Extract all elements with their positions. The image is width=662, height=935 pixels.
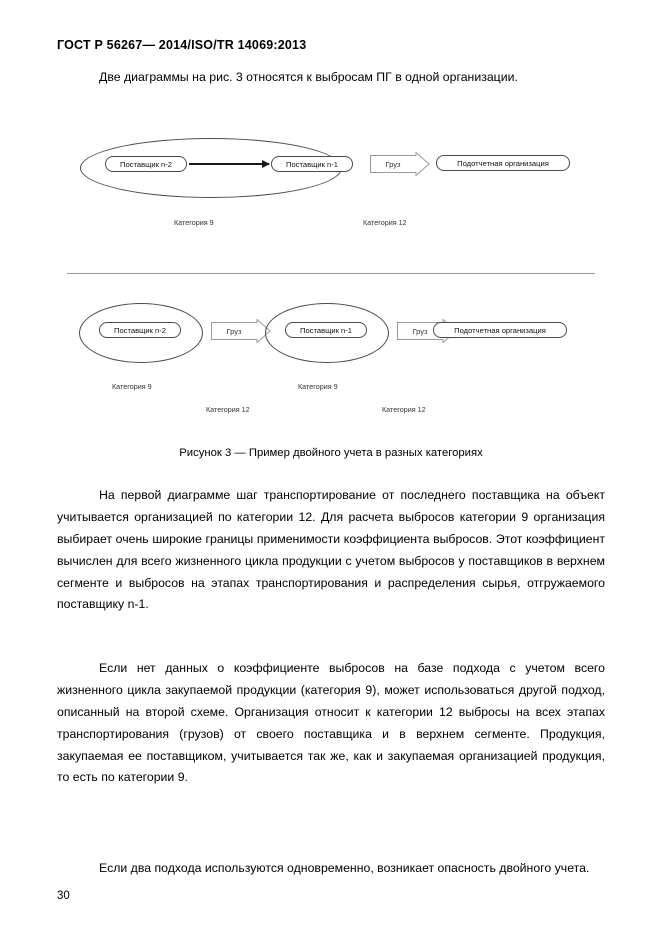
diagram1-node-organization: Подотчетная организация: [436, 155, 570, 171]
diagram1-node-supplier-n1: Поставщик n-1: [271, 156, 353, 172]
diagram2-label-category-9-left: Категория 9: [112, 382, 152, 391]
body-paragraph-3: Если два подхода используются одновременно, возникает опасность двойного учета.: [99, 861, 590, 875]
diagram1-freight-label: Груз: [385, 159, 401, 169]
diagram2-node-supplier-n2: Поставщик n-2: [99, 322, 181, 338]
diagram1-node-supplier-n2: Поставщик n-2: [105, 156, 187, 172]
figure-3: [57, 120, 605, 450]
diagram2-node-organization: Подотчетная организация: [433, 322, 567, 338]
page-header: ГОСТ Р 56267— 2014/ISO/TR 14069:2013: [57, 38, 307, 52]
diagram2-node-supplier-n1: Поставщик n-1: [285, 322, 367, 338]
figure-divider: [67, 273, 595, 274]
diagram2-freight-label-1: Груз: [226, 326, 242, 336]
intro-paragraph: Две диаграммы на рис. 3 относятся к выбросам ПГ в одной организации.: [99, 70, 518, 84]
diagram2-label-category-12-a: Категория 12: [206, 405, 250, 414]
diagram1-freight-arrow: [370, 152, 430, 176]
diagram1-label-category-12: Категория 12: [363, 218, 407, 227]
diagram1-label-category-9: Категория 9: [174, 218, 214, 227]
diagram2-freight-arrow-1: [211, 319, 271, 343]
diagram2-freight-label-2: Груз: [412, 326, 428, 336]
diagram1-arrow-supplier-to-supplier: [189, 163, 269, 165]
body-paragraph-1: На первой диаграмме шаг транспортирование от последнего поставщика на объект учитывается организацией по категории 12. Для расчета выбросов категории 9 организация выбирает очень широкие границы применимости коэффициента выбросов. Этот коэффициент вычислен для всего жизненного цикла продукции с учетом выбросов у поставщиков в верхнем сегменте и выбросов на этапах транспортирования и распределения сырья, отгружаемого поставщику n-1.: [57, 488, 605, 612]
figure-caption: Рисунок 3 — Пример двойного учета в разных категориях: [179, 447, 483, 459]
diagram2-label-category-12-b: Категория 12: [382, 405, 426, 414]
body-paragraph-2: Если нет данных о коэффициенте выбросов на базе подхода с учетом всего жизненного цикла закупаемой продукции (категория 9), может использоваться другой подход, описанный на второй схеме. Организация относит к категории 12 выбросы на всех этапах транспортирования (грузов) от своего поставщика и в верхнем сегменте. Продукция, закупаемая ее поставщиком, учитывается так же, как и закупаемая организацией продукция, то есть по категории 9.: [57, 661, 605, 785]
page-number: 30: [57, 890, 70, 902]
diagram2-label-category-9-mid: Категория 9: [298, 382, 338, 391]
